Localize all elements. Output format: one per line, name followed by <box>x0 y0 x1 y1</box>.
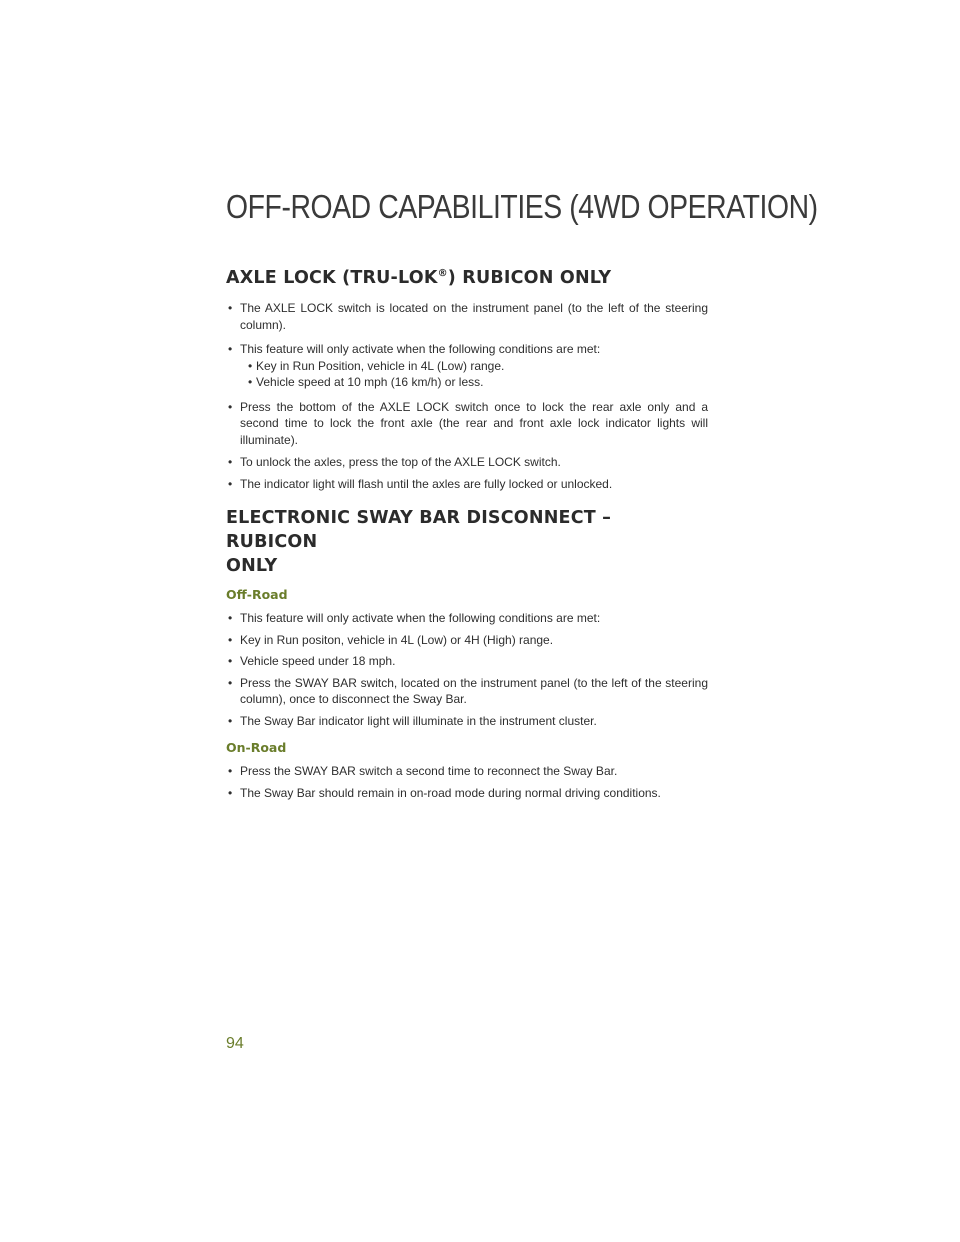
list-item <box>226 341 708 391</box>
page-content <box>226 266 708 801</box>
list-item: • Key in Run positon, vehicle in 4L (Low) or 4H (High) range. <box>226 632 708 649</box>
sub-list-item: • Vehicle speed at 10 mph (16 km/h) or less. <box>248 374 708 391</box>
conditions-sublist <box>240 358 708 391</box>
title-line-2: ONLY <box>226 556 278 576</box>
list-item: • The Sway Bar should remain in on-road mode during normal driving conditions. <box>226 785 708 802</box>
list-item: • The AXLE LOCK switch is located on the instrument panel (to the left of the steering column). <box>226 300 708 333</box>
axle-lock-list <box>226 300 708 492</box>
title-line-1: ELECTRONIC SWAY BAR DISCONNECT – RUBICON <box>226 508 612 552</box>
list-item: • To unlock the axles, press the top of the AXLE LOCK switch. <box>226 454 708 471</box>
subheading-off-road: Off-Road <box>226 587 288 602</box>
off-road-list <box>226 610 708 729</box>
title-text: AXLE LOCK (TRU-LOK <box>226 268 438 288</box>
subheading-on-road: On-Road <box>226 740 287 755</box>
on-road-list <box>226 763 708 801</box>
registered-mark: ® <box>437 268 448 280</box>
page-number: 94 <box>226 1035 244 1052</box>
section-title-sway-bar <box>226 506 708 578</box>
sub-list-item: • Key in Run Position, vehicle in 4L (Low) range. <box>248 358 708 375</box>
page-header-title: OFF-ROAD CAPABILITIES (4WD OPERATION) <box>226 188 818 225</box>
list-item-text: This feature will only activate when the following conditions are met: <box>240 342 601 356</box>
list-item: • Press the bottom of the AXLE LOCK switch once to lock the rear axle only and a second time to lock the front axle (the rear and front axle lock indicator lights will illuminate). <box>226 399 708 449</box>
list-item: • This feature will only activate when the following conditions are met: <box>226 610 708 627</box>
title-text-end: ) RUBICON ONLY <box>447 268 612 288</box>
list-item: • Press the SWAY BAR switch, located on the instrument panel (to the left of the steering column), once to disconnect the Sway Bar. <box>226 675 708 708</box>
list-item: • Vehicle speed under 18 mph. <box>226 653 708 670</box>
list-item: • The indicator light will flash until the axles are fully locked or unlocked. <box>226 476 708 493</box>
section-title-axle-lock <box>226 266 708 290</box>
list-item: • The Sway Bar indicator light will illuminate in the instrument cluster. <box>226 713 708 730</box>
list-item: • Press the SWAY BAR switch a second time to reconnect the Sway Bar. <box>226 763 708 780</box>
